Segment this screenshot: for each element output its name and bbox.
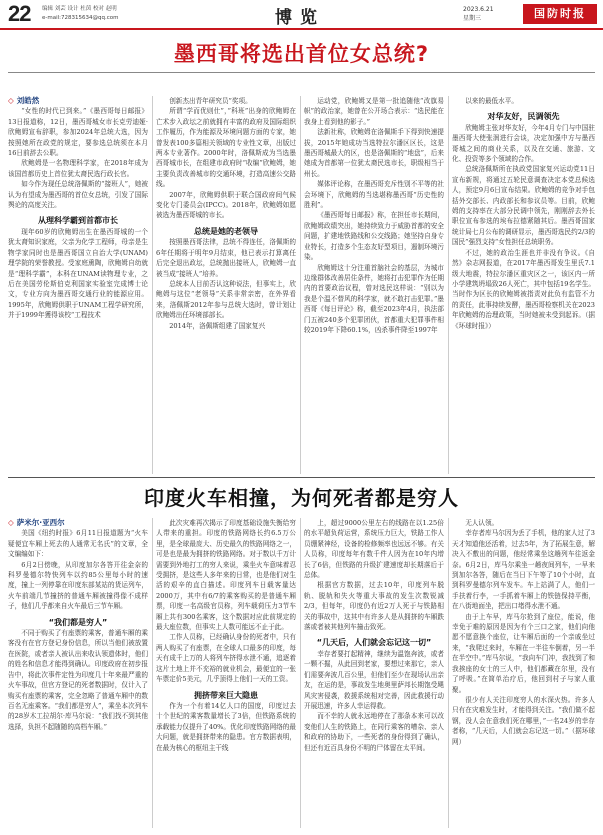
article-separator: [8, 477, 595, 478]
paragraph: 由于上车早，库马尔抢到了座位，能说，他幸免于难的原因是因为有个三口之家，他们向他愿不愿意换个座位，让车厢后面的一个亲戚坐过来，“我爬过来时，车厢在一半往车倒着，另一半在半空中。”库马尔说，“我向车门冲，我找到了和我挨座的女士的三人中，他们都藏在尔里，没有了呼吸。”在简单治疗后，他回到村子与家人重聚。: [452, 612, 595, 694]
page-number: 22: [8, 1, 31, 26]
article1-column-3: [304, 96, 444, 476]
column-rule: [448, 518, 449, 828]
paragraph: 6月2日傍晚，从印度加尔各答开往金奈的科罗曼德尔特快列车以约85公里每小时的速度，撞上一列停靠在印度东部某站的货运列车，火车前端几节撞挤的普通车厢被撞得像不成样子，他们几乎都来自火车最后三节车厢。: [8, 560, 148, 611]
paragraph: 工作人员称，已经确认身份的死者中，只有两人购买了有座票，在全球人口最多的印度，每天有成千上万的人将列车挤得水泄不通，追逐着这片土地上并不充裕的就业机会，最便宜的一张车票定价5美元，几乎顶得上他们一天的工资。: [156, 633, 296, 684]
editor-email: e-mail:728315634@qq.com: [42, 15, 119, 21]
article2-subhead-1: “我们都是穷人”: [48, 617, 108, 627]
paragraph: 以来的最低水平。: [465, 97, 518, 105]
paragraph: 运动党，欣鲍姆又是第一批追随他“改旗易帜”的政治家，她曾在公开场合表示：“选民能在我身上看到他的影子。”: [304, 97, 444, 126]
article1-subhead-2: 总统是她的老领导: [194, 226, 258, 236]
paragraph: 2014年，洛佩斯组建了国家复兴: [169, 321, 266, 330]
column-rule: [300, 518, 301, 828]
article1-subhead-1: 从理科学霸到首都市长: [38, 216, 118, 226]
paragraph: 根据官方数据，过去10年，印度列车脱轨、脱轨和失火等重大事故的发生次数锐减2/3，但每年，印度仍有近2万人死于与铁路相关的事故中，这其中有许多人是从拥挤的车厢跌落或者被其他列车撞击致死。: [304, 581, 444, 632]
column-rule: [152, 518, 153, 828]
editor-names: 编辑 刘芸 设计 杜茵 校对 赵明: [42, 6, 117, 12]
paragraph: 欣鲍姆这十分注重首脑社会的基层，为城市边缘群体改善居住条件，她将打击犯罪作为任期内的首要政治议程，曾对选民这样说：“别以为我是个温不替风的科学家，就不敢打击犯罪。”墨西哥《每日评论》称，截至2023年4月，执法部门五被240多个犯罪团伙，首都重大犯罪事件相较2019年下降60.1%，凶杀事件降至1997年: [304, 263, 444, 334]
article2-subhead-2: 拥挤带来巨大隐患: [194, 690, 258, 700]
column-rule: [300, 96, 301, 474]
newspaper-logo: 国防时报: [523, 4, 597, 24]
paragraph: 法新社称，欣鲍姆在洛佩斯手下得到快速提拔，2015年她成功当选特拉尔潘区区长，这是墨西哥城最大的区，也是洛佩斯的“地盘”，后来她成为首都第一位犹太裔民选市长，职级相当于州长。: [304, 128, 444, 178]
weekday-text: 星期三: [463, 15, 482, 22]
article1-author-line: [8, 96, 148, 106]
paragraph: 不同于购买了有座票的乘客，普通车厢的乘客没有在官方登记身份信息，所以当他们被放置在医院，或者亲人被认出来收认领遗体时，他们的姓名和信息才能得到确认。印度政府在初步报告中，将此次事件定性为印度几十年来最严重的火车事故，但官方登记的死者数据时，仅计入了购买有座票的乘客，完全忽略了普通车厢中的数百名无座乘客。“我们都是穷人”，乘坐本次列车的28岁木工拉胡尔·库马尔说：“我们找不到其他选择，负担不起随随的高档车厢。”: [8, 629, 148, 731]
paragraph: 无人认领。: [465, 519, 499, 527]
editor-credits: [42, 5, 118, 23]
article1-column-4: [452, 96, 595, 476]
article1-rule: [8, 72, 595, 73]
paragraph: 媒体评论称，在墨西哥充斥性别不平等的社会环境下，欣鲍姆的当选堪称墨西哥“历史性的胜利”。: [304, 180, 444, 210]
paragraph: 很少有人关注印度穷人的水深火热。许多人只有在灾难发生时，才能得到关注。“我们做不起钢，没人会在意我们死在哪里，”一名24岁的幸存者称，“几天后，人们就会忘记这一切。”（据环球网）: [452, 695, 595, 746]
paragraph: 按照墨西哥法律，总统不得连任，洛佩斯的6年任期将于明年9月结束，他已表示打算离任后完全退出政坛，总统抛出接班人，欣鲍姆一直被当成“接班人”培养。: [156, 238, 296, 278]
paragraph: 2007年，欣鲍姆供职于联合国政府间气候变化专门委员会(IPCC)。2018年，欣鲍姆如愿被选为墨西哥城的市长。: [156, 190, 296, 220]
paragraph: 总统本人目前否认这种说法，但事实上，欣鲍姆与这位“老领导”关系非常亲密，在外界看来，洛佩斯2012年参与总统大选时，曾计划让欣鲍姆出任环境部部长。: [156, 279, 296, 320]
column-rule: [448, 96, 449, 474]
paragraph: 不过，她的政治生涯也并非没有争议。《自然》杂志网报道，在2017年墨西哥发生里氏7.1级大地震，特拉尔潘区重灾区之一，该区内一所小学建筑坍塌致26人死亡，其中包括19名学生。当时作为区长的欣鲍姆被指责对此负有监管不力的责任，此事持续发酵，墨西哥检察机关在2023年欣鲍姆的治理政策，当时她被未受到起诉。（据《环球时报》）: [452, 248, 595, 330]
diamond-icon: ◇: [8, 96, 14, 105]
article1-column-1: [8, 96, 148, 476]
date-text: 2023.6.21: [463, 6, 494, 13]
article2-author-line: [8, 518, 148, 528]
paragraph: 美国《纽约时报》6月11日报道题为“火车疑便宜车厢上死去的人通常无名氏”的文章，全文编编如下：: [8, 529, 148, 559]
article2-column-1: [8, 518, 148, 828]
paragraph: 而不幸的人就永远地停在了那条本来可以改变他们人生的铁路上，在同行乘客的嘈杂、亲人和政府的协助下，一些死者的身份得到了确认，但还有近百具身份不明的尸体留在太平间。: [304, 712, 444, 752]
issue-date: [463, 5, 494, 23]
article2-column-2: [156, 518, 296, 828]
paragraph: 欣鲍姆主张对华友好，今年4月专门与中国驻墨西哥大使张润进行会谈，决定加强中方与墨西哥城之间的商业关系，以及在交通、旅游、文化、投资等多个领域的合作。: [452, 123, 595, 164]
article1-subhead-3: 对华友好，民调领先: [487, 112, 560, 122]
paragraph: 幸存者要打起精神，继续为温饱奔波，或者一颗不掘，从此回到老家，要想过来那它，亲人们需要奔波几百公里，但他们至少在现场认出亲友，在运的是，事故发生地奥里萨邦长期饱受飓风灾害侵袭，救援系统相对完善，因此救援行动开展迅速，许多人幸运得救。: [304, 649, 444, 710]
article2-subhead-3: “几天后，人们就会忘记这一切”: [316, 638, 432, 648]
paragraph: 幸存者库马尔因为丢了手机，他的家人过了3天才知道他还活着，过去5年，为了拓展生意，解决入不敷出的问题，他经常乘坐这趟列车往返金奈。6月2日，库马尔乘坐一趟夜间列车，一早来到加尔各答，随后在当日下午等了10个小时，直到科罗曼德尔列车发车。车上站满了人，他们一手扶着行李，一手抓着车厢上的铁链保持平衡，在八街地面坐，把出口堵得水泄不通。: [452, 529, 595, 611]
paragraph: 欣鲍姆是一名物理科学家，在2018年成为该国首都历史上首位犹太裔民选行政长官。: [8, 159, 148, 178]
paragraph: 此次灾难再次揭示了印度基础设施失衡给穷人带来的重担。印度的铁路网络长约6.5万公里，是全球最庞大、历史最久的铁路网络之一，可是也是最为拥挤的铁路网络。对于数以千万计需要到外地打工的穷人来说，乘坐火车意味着忍受拥挤，是这些人多年来的日常，也是他们对生活的艰辛的直白描述。印度列车日载客量达2000万，其中有6/7的乘客购买的是普通车厢票，印度一名高级官员称，列车载荷压力3节车厢上共有300名乘客，这个数据对应此前规定的最大座位数，但事实上人数可能远不止于此。: [156, 519, 296, 632]
paragraph: 如今作为现任总统洛佩斯的“接班人”，她被认为有望成为墨西哥的首位女总统，引发了国际舆论的高度关注。: [8, 180, 148, 210]
paragraph: 总统洛佩斯所在执政党国家复兴运动党11日宣布新规，将通过五轮民意调查决定本党总候选人，预定9月6日宣布结果。欣鲍姆的竞争对手包括外交部长、内政部长和参议员等。目前，欣鲍姆的支持率在大部分民调中领先，刚刚辞去外长职位宣布参选的埃布拉德紧随其后。墨西哥国家统计局七月公布的调研显示，墨西哥选民约2/3的国民”强烈支持“女性担任总统职务。: [452, 165, 595, 247]
article2-column-4: [452, 518, 595, 828]
article2-headline: 印度火车相撞，为何死者都是穷人: [144, 486, 459, 510]
article1-author: 刘皓然: [16, 96, 40, 105]
column-rule: [152, 96, 153, 474]
article2-column-3: [304, 518, 444, 828]
page-header: [0, 0, 603, 30]
paragraph: 创新杰出青年研究员”奖项。: [169, 97, 252, 105]
paragraph: 作为一个有着14亿人口的国度，印度过去十个世纪的乘客数量增长了3倍，但铁路系统的承载能力仅提升了40%。优化印度铁路网络的最大问题，就是拥挤带来的隐患。官方数据表明，在最为核心的枢纽主干线: [156, 701, 296, 752]
paragraph: 现年60岁的欣鲍姆出生在墨西哥城的一个犹太裔知识家庭，父亲为化学工程师，母亲是生物学家同时也是墨西哥国立自治大学(UNAM)理学院的荣誉教授。受家庭熏陶，欣鲍姆自幼就是“理科学霸”，本科在UNAM读物理专业，之后在美国劳伦斯伯克利国家实验室完成博士论文，专业方向为墨西哥交通行业的能源应用。1995年，欣鲍姆供职于UNAM工程学研究所，并于1999年獲得该校“工程技术: [8, 227, 148, 320]
paragraph: “女性的时代已到来。”《墨西哥每日邮报》13日报道称，12日，墨西哥城女市长克劳迪娅·欣鲍姆宣布辞职，参加2024年总统大选，因为按照她所在政党的规定，要参选总统须在本月16日前辞去公职。: [8, 107, 148, 158]
diamond-icon: ◇: [8, 518, 14, 527]
article2-author: 萨米尔·亚西尔: [16, 518, 65, 527]
paragraph: 《墨西哥每日邮报》称，在担任市长期间，欣鲍姆政绩突出，她持续致力于威胁首都的安全问题，扩建地铁路线和公交线路；她坚持自身专业特长，打造多个生态友好型项目，遏制环境污染。: [304, 211, 444, 262]
paragraph: 上，超过9000公里左右的线路在以1.25倍的水平超负荷运营，系统压力巨大，铁路工作人员绷紧神经，设备的检修频率也远远不够。有关人员称，印度每年有数千件人因为在10年内增长了6倍，但铁路的升级扩建速度却长期落后于总体。: [304, 519, 444, 580]
paragraph: 所谓“学而优则仕”，”科班”出身的欣鲍姆在亡术步入政坛之前就拥有丰富的政府及国际组织工作履历，作为能源及环境问题方面的专家，她曾发表100多篇相关领域的专业性文章，出版过两本专业著作。2000年时，洛佩斯成为当选墨西哥城市长，在组建市政府时“收编”欣鲍姆，她主要负责改善城市的交通环境，打造高速公交路线。: [156, 107, 296, 189]
section-title: 博览: [275, 8, 325, 28]
article1-headline: 墨西哥将选出首位女总统?: [173, 42, 430, 66]
article1-column-2: [156, 96, 296, 476]
